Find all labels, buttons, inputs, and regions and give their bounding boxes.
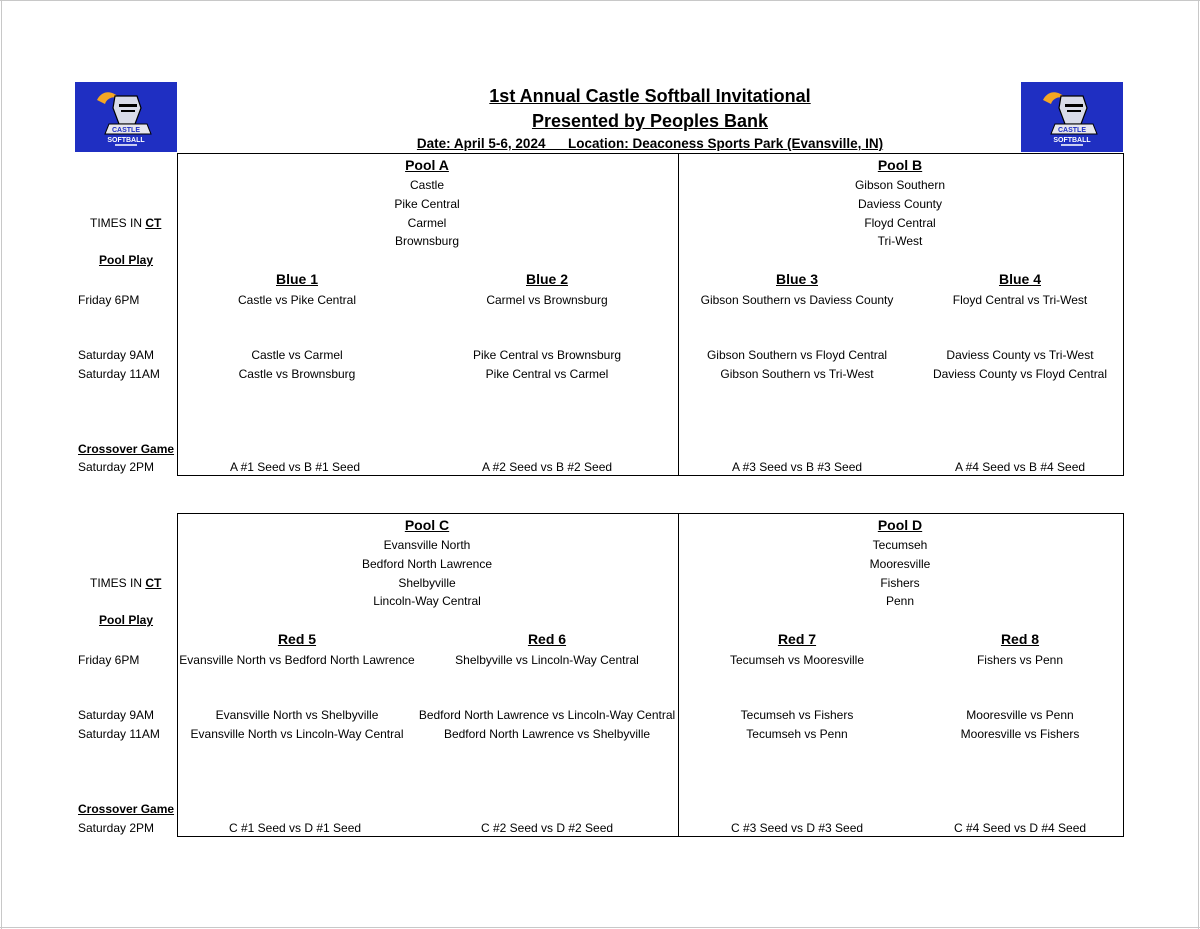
title-line1: 1st Annual Castle Softball Invitational [489, 86, 811, 106]
game-red-5-sat11: Evansville North vs Lincoln-Way Central [190, 727, 404, 741]
logo-text-line2: SOFTBALL [1053, 137, 1091, 144]
slot-saturday-11am: Saturday 11AM [78, 367, 160, 381]
game-red-6-sat9: Bedford North Lawrence vs Lincoln-Way Central [418, 708, 676, 722]
event-date: Date: April 5-6, 2024 [416, 136, 546, 151]
field-red-8-header: Red 8 [1000, 631, 1040, 647]
page-border-top [0, 0, 1200, 1]
pool-c-team-2: Bedford North Lawrence [361, 557, 493, 571]
game-red-7-crossover: C #3 Seed vs D #3 Seed [730, 821, 864, 835]
slot-saturday-2pm: Saturday 2PM [78, 460, 155, 474]
pool-d-team-2: Mooresville [869, 557, 931, 571]
pool-c-title: Pool C [404, 517, 450, 533]
pool-b-title: Pool B [877, 157, 923, 173]
slot-saturday-2pm: Saturday 2PM [78, 821, 155, 835]
field-red-5-header: Red 5 [277, 631, 317, 647]
pool-a-title: Pool A [405, 157, 449, 173]
game-red-7-sat11: Tecumseh vs Penn [746, 727, 848, 741]
pool-divider [678, 514, 679, 836]
pool-a-team-4: Brownsburg [394, 234, 460, 248]
slot-saturday-11am: Saturday 11AM [78, 727, 160, 741]
schedule-grid-1 [177, 153, 1124, 476]
pool-b-team-1: Gibson Southern [854, 178, 946, 192]
pool-b-team-2: Daviess County [857, 197, 943, 211]
pool-play-label: Pool Play [99, 253, 154, 267]
pool-d-team-4: Penn [885, 594, 915, 608]
times-prefix: TIMES IN [90, 576, 146, 590]
pool-b-team-3: Floyd Central [864, 216, 936, 230]
title-line2: Presented by Peoples Bank [531, 111, 769, 131]
game-blue-3-sat9: Gibson Southern vs Floyd Central [706, 348, 888, 362]
field-blue-2-header: Blue 2 [525, 271, 569, 287]
logo-text-line2: SOFTBALL [107, 137, 145, 144]
slot-saturday-9am: Saturday 9AM [78, 348, 155, 362]
game-red-5-friday: Evansville North vs Bedford North Lawrence [179, 653, 415, 667]
field-red-6-header: Red 6 [527, 631, 567, 647]
game-blue-4-sat9: Daviess County vs Tri-West [946, 348, 1094, 362]
field-blue-1-header: Blue 1 [275, 271, 319, 287]
slot-friday-6pm: Friday 6PM [78, 653, 140, 667]
game-red-8-sat11: Mooresville vs Fishers [960, 727, 1080, 741]
pool-a-team-3: Carmel [407, 216, 447, 230]
logo-text-line1: CASTLE [112, 127, 140, 134]
game-blue-2-sat11: Pike Central vs Carmel [485, 367, 609, 381]
logo-text-line1: CASTLE [1058, 127, 1086, 134]
crossover-game-label: Crossover Game [78, 442, 175, 456]
pool-c-team-1: Evansville North [383, 538, 471, 552]
pool-a-team-1: Castle [409, 178, 445, 192]
times-in-ct-label [90, 216, 161, 230]
game-red-8-friday: Fishers vs Penn [976, 653, 1064, 667]
pool-divider [678, 154, 679, 475]
game-red-8-crossover: C #4 Seed vs D #4 Seed [953, 821, 1087, 835]
game-blue-1-crossover: A #1 Seed vs B #1 Seed [229, 460, 361, 474]
times-prefix: TIMES IN [90, 216, 146, 230]
game-blue-4-friday: Floyd Central vs Tri-West [952, 293, 1088, 307]
field-blue-3-header: Blue 3 [775, 271, 819, 287]
pool-d-title: Pool D [877, 517, 923, 533]
pool-d-team-3: Fishers [880, 576, 920, 590]
pool-a-team-2: Pike Central [394, 197, 460, 211]
game-blue-3-friday: Gibson Southern vs Daviess County [700, 293, 894, 307]
times-in-ct-label [90, 576, 161, 590]
game-red-7-sat9: Tecumseh vs Fishers [740, 708, 854, 722]
game-blue-2-sat9: Pike Central vs Brownsburg [472, 348, 622, 362]
castle-softball-logo-left [75, 82, 177, 152]
game-red-7-friday: Tecumseh vs Mooresville [729, 653, 865, 667]
game-blue-3-crossover: A #3 Seed vs B #3 Seed [731, 460, 863, 474]
field-red-7-header: Red 7 [777, 631, 817, 647]
game-blue-2-crossover: A #2 Seed vs B #2 Seed [481, 460, 613, 474]
date-location-line [250, 136, 1050, 151]
pool-play-label: Pool Play [99, 613, 154, 627]
game-red-6-sat11: Bedford North Lawrence vs Shelbyville [443, 727, 651, 741]
pool-d-team-1: Tecumseh [872, 538, 928, 552]
schedule-grid-2 [177, 513, 1124, 837]
page-border-right [1198, 0, 1199, 929]
game-blue-1-sat11: Castle vs Brownsburg [238, 367, 356, 381]
game-blue-4-sat11: Daviess County vs Floyd Central [932, 367, 1108, 381]
field-blue-4-header: Blue 4 [998, 271, 1042, 287]
game-red-8-sat9: Mooresville vs Penn [966, 708, 1074, 722]
times-unit: CT [145, 216, 162, 230]
page-border-bottom [0, 927, 1200, 928]
pool-c-team-4: Lincoln-Way Central [373, 594, 481, 608]
game-blue-3-sat11: Gibson Southern vs Tri-West [720, 367, 874, 381]
game-red-5-crossover: C #1 Seed vs D #1 Seed [228, 821, 362, 835]
event-location: Location: Deaconess Sports Park (Evansville, IN) [567, 136, 884, 151]
pool-c-team-3: Shelbyville [398, 576, 456, 590]
game-blue-2-friday: Carmel vs Brownsburg [486, 293, 608, 307]
slot-friday-6pm: Friday 6PM [78, 293, 140, 307]
page-border-left [1, 0, 2, 929]
times-unit: CT [145, 576, 162, 590]
crossover-game-label: Crossover Game [78, 802, 175, 816]
game-red-5-sat9: Evansville North vs Shelbyville [215, 708, 379, 722]
game-red-6-friday: Shelbyville vs Lincoln-Way Central [455, 653, 639, 667]
slot-saturday-9am: Saturday 9AM [78, 708, 155, 722]
game-blue-1-sat9: Castle vs Carmel [251, 348, 343, 362]
game-blue-1-friday: Castle vs Pike Central [237, 293, 357, 307]
pool-b-team-4: Tri-West [877, 234, 923, 248]
game-blue-4-crossover: A #4 Seed vs B #4 Seed [954, 460, 1086, 474]
game-red-6-crossover: C #2 Seed vs D #2 Seed [480, 821, 614, 835]
